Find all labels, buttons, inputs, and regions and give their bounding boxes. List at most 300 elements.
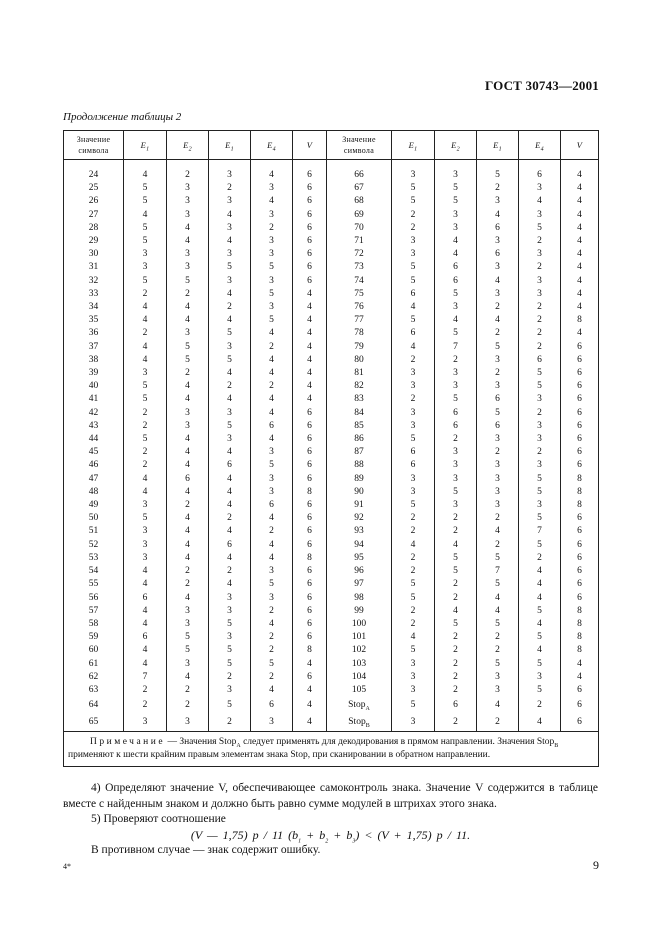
table-cell: 5 — [167, 354, 209, 367]
note-row — [64, 732, 599, 767]
table-cell: 3 — [519, 499, 561, 512]
table-cell: 4 — [124, 565, 167, 578]
table-cell: 6 — [477, 222, 519, 235]
table-cell: 6 — [561, 552, 599, 565]
table-cell: 4 — [561, 235, 599, 248]
table-cell: 4 — [167, 301, 209, 314]
table-cell: 6 — [293, 222, 327, 235]
table-row — [64, 209, 599, 222]
table-cell: 6 — [293, 169, 327, 182]
table-cell: 3 — [392, 367, 435, 380]
table-cell: 3 — [477, 261, 519, 274]
table-cell: 6 — [561, 380, 599, 393]
table-cell: 3 — [392, 380, 435, 393]
symbol-table — [63, 130, 599, 767]
table-row — [64, 525, 599, 538]
table-cell: 49 — [64, 499, 124, 512]
table-cell: 6 — [435, 407, 477, 420]
paragraph-5: 5) Проверяют соотношение — [91, 813, 226, 825]
table-cell: 3 — [209, 195, 251, 208]
table-cell: 5 — [124, 393, 167, 406]
table-cell: 5 — [392, 275, 435, 288]
table-cell: 5 — [124, 235, 167, 248]
table-cell: 3 — [519, 275, 561, 288]
table-cell: 2 — [251, 525, 293, 538]
table-cell: 6 — [293, 182, 327, 195]
table-cell: 3 — [251, 248, 293, 261]
table-row — [64, 578, 599, 591]
table-cell: 4 — [435, 605, 477, 618]
table-cell: 6 — [519, 169, 561, 182]
table-cell: 2 — [519, 261, 561, 274]
table-cell: 6 — [251, 420, 293, 433]
table-row — [64, 393, 599, 406]
table-cell: 5 — [435, 182, 477, 195]
table-cell: 6 — [477, 393, 519, 406]
table-cell: 6 — [293, 539, 327, 552]
table-cell: 30 — [64, 248, 124, 261]
table-cell: 39 — [64, 367, 124, 380]
table-cell: 4 — [251, 195, 293, 208]
table-cell: 3 — [435, 459, 477, 472]
table-cell: 3 — [251, 182, 293, 195]
table-cell: 2 — [251, 671, 293, 684]
table-cell: 8 — [561, 314, 599, 327]
table-cell: 2 — [519, 235, 561, 248]
table-cell: 3 — [209, 407, 251, 420]
table-row — [64, 592, 599, 605]
table-cell: 2 — [519, 552, 561, 565]
table-cell: 3 — [477, 235, 519, 248]
table-cell: 6 — [561, 341, 599, 354]
table-cell: 2 — [435, 578, 477, 591]
table-cell: 2 — [435, 433, 477, 446]
table-cell: 2 — [167, 697, 209, 714]
table-cell: 2 — [209, 380, 251, 393]
table-cell: 2 — [519, 301, 561, 314]
table-row — [64, 512, 599, 525]
table-row — [64, 354, 599, 367]
table-cell: 4 — [167, 235, 209, 248]
table-cell: 5 — [519, 367, 561, 380]
table-cell: 4 — [209, 473, 251, 486]
table-cell: 2 — [167, 684, 209, 697]
table-cell: 85 — [327, 420, 392, 433]
table-cell: 3 — [167, 182, 209, 195]
table-row — [64, 261, 599, 274]
table-row — [64, 539, 599, 552]
table-cell: 3 — [477, 684, 519, 697]
table-cell: 26 — [64, 195, 124, 208]
table-cell: 3 — [251, 714, 293, 732]
table-cell: 2 — [435, 644, 477, 657]
table-cell: 46 — [64, 459, 124, 472]
table-cell: 5 — [124, 222, 167, 235]
table-row — [64, 605, 599, 618]
table-cell: 2 — [167, 578, 209, 591]
table-cell: 3 — [167, 618, 209, 631]
table-cell: 6 — [293, 209, 327, 222]
table-cell: 3 — [519, 209, 561, 222]
table-cell: 3 — [477, 195, 519, 208]
table-cell: 8 — [293, 552, 327, 565]
table-cell: 3 — [392, 658, 435, 671]
table-cell: 5 — [167, 644, 209, 657]
table-cell: 2 — [477, 301, 519, 314]
table-row — [64, 565, 599, 578]
table-cell: 61 — [64, 658, 124, 671]
table-cell: 5 — [124, 275, 167, 288]
table-cell: 68 — [327, 195, 392, 208]
table-cell: 83 — [327, 393, 392, 406]
table-cell: 4 — [477, 697, 519, 714]
table-cell: 58 — [64, 618, 124, 631]
header-e1-left: $E_1$ — [124, 131, 167, 160]
table-cell: 3 — [251, 592, 293, 605]
table-cell: 4 — [392, 301, 435, 314]
table-cell: 6 — [167, 473, 209, 486]
table-cell: 2 — [435, 714, 477, 732]
table-cell: 4 — [167, 525, 209, 538]
table-row — [64, 169, 599, 182]
table-row — [64, 446, 599, 459]
table-cell: 6 — [293, 578, 327, 591]
table-row — [64, 327, 599, 340]
table-cell: 6 — [561, 697, 599, 714]
table-cell: 6 — [561, 433, 599, 446]
table-cell: 34 — [64, 301, 124, 314]
table-cell: 102 — [327, 644, 392, 657]
table-cell: 80 — [327, 354, 392, 367]
table-row — [64, 367, 599, 380]
table-cell: 100 — [327, 618, 392, 631]
table-cell: 36 — [64, 327, 124, 340]
table-cell: 2 — [477, 539, 519, 552]
table-cell: 3 — [167, 407, 209, 420]
table-cell: 3 — [167, 327, 209, 340]
table-row — [64, 301, 599, 314]
table-cell: 4 — [251, 327, 293, 340]
table-cell: 3 — [167, 248, 209, 261]
table-cell: 4 — [435, 314, 477, 327]
table-cell: 4 — [561, 248, 599, 261]
table-cell: 3 — [435, 209, 477, 222]
table-cell: 2 — [209, 671, 251, 684]
table-cell: 8 — [561, 631, 599, 644]
table-cell: 8 — [561, 473, 599, 486]
table-cell: 3 — [519, 248, 561, 261]
table-cell: 51 — [64, 525, 124, 538]
table-cell: 43 — [64, 420, 124, 433]
table-cell: 8 — [561, 618, 599, 631]
table-cell: 6 — [392, 327, 435, 340]
table-cell: 3 — [477, 671, 519, 684]
table-row — [64, 433, 599, 446]
table-cell: 8 — [561, 605, 599, 618]
table-cell: 6 — [519, 354, 561, 367]
table-cell: 3 — [392, 407, 435, 420]
table-cell: 4 — [251, 367, 293, 380]
table-cell: 4 — [293, 658, 327, 671]
stop-symbol-cell: Stop$_A$ — [327, 697, 392, 714]
table-cell: 88 — [327, 459, 392, 472]
table-cell: 8 — [561, 486, 599, 499]
table-row — [64, 288, 599, 301]
table-cell: 6 — [293, 592, 327, 605]
table-cell: 3 — [519, 393, 561, 406]
table-cell: 2 — [251, 605, 293, 618]
table-cell: 3 — [477, 433, 519, 446]
table-cell: 4 — [293, 697, 327, 714]
table-cell: 4 — [392, 631, 435, 644]
table-cell: 2 — [124, 327, 167, 340]
table-cell: 2 — [519, 341, 561, 354]
table-cell: 3 — [251, 209, 293, 222]
table-cell: 3 — [435, 499, 477, 512]
table-cell: 4 — [209, 446, 251, 459]
table-cell: 6 — [561, 459, 599, 472]
table-cell: 6 — [561, 539, 599, 552]
table-cell: 6 — [293, 459, 327, 472]
table-cell: 4 — [209, 367, 251, 380]
table-cell: 5 — [519, 631, 561, 644]
table-cell: 5 — [392, 644, 435, 657]
table-cell: 63 — [64, 684, 124, 697]
table-cell: 4 — [124, 618, 167, 631]
table-cell: 4 — [124, 341, 167, 354]
table-cell: 3 — [167, 605, 209, 618]
table-row — [64, 473, 599, 486]
table-cell: 6 — [124, 592, 167, 605]
table-cell: 6 — [477, 248, 519, 261]
table-cell: 3 — [251, 235, 293, 248]
table-cell: 5 — [392, 578, 435, 591]
table-cell: 98 — [327, 592, 392, 605]
table-cell: 2 — [519, 314, 561, 327]
table-cell: 2 — [435, 592, 477, 605]
table-cell: 2 — [477, 367, 519, 380]
table-cell: 8 — [561, 644, 599, 657]
table-cell: 6 — [293, 407, 327, 420]
paragraph-6: В противном случае — знак содержит ошибку. — [91, 844, 321, 856]
table-cell: 5 — [209, 354, 251, 367]
table-cell: 4 — [251, 393, 293, 406]
table-row — [64, 658, 599, 671]
table-cell: 3 — [435, 367, 477, 380]
table-cell: 2 — [167, 367, 209, 380]
header-e4-left: $E_4$ — [251, 131, 293, 160]
table-cell: 5 — [251, 261, 293, 274]
table-cell: 70 — [327, 222, 392, 235]
table-cell: 3 — [392, 714, 435, 732]
header-e2-right: $E_2$ — [435, 131, 477, 160]
table-cell: 3 — [477, 288, 519, 301]
table-cell: 4 — [167, 314, 209, 327]
table-cell: 5 — [251, 288, 293, 301]
table-cell: 6 — [293, 525, 327, 538]
table-cell: 5 — [435, 393, 477, 406]
table-cell: 2 — [477, 327, 519, 340]
table-cell: 4 — [293, 288, 327, 301]
table-cell: 5 — [477, 169, 519, 182]
table-cell: 2 — [435, 684, 477, 697]
table-cell: 75 — [327, 288, 392, 301]
table-cell: 64 — [64, 697, 124, 714]
table-row — [64, 222, 599, 235]
table-cell: 35 — [64, 314, 124, 327]
table-cell: 2 — [392, 618, 435, 631]
table-cell: 3 — [392, 486, 435, 499]
formula: (V — 1,75) p / 11 $(b_1 + b_2 + b_3) < (V + 1,75)$ p / 11. — [190, 828, 471, 845]
table-cell: 3 — [392, 248, 435, 261]
table-cell: 2 — [167, 288, 209, 301]
table-cell: 74 — [327, 275, 392, 288]
table-cell: 4 — [167, 380, 209, 393]
table-cell: 3 — [477, 473, 519, 486]
table-cell: 3 — [477, 486, 519, 499]
table-cell: 50 — [64, 512, 124, 525]
table-cell: 3 — [251, 275, 293, 288]
table-cell: 4 — [561, 169, 599, 182]
table-cell: 3 — [435, 301, 477, 314]
table-cell: 3 — [209, 684, 251, 697]
table-cell: 5 — [477, 552, 519, 565]
table-row — [64, 182, 599, 195]
table-cell: 2 — [209, 512, 251, 525]
table-cell: 7 — [477, 565, 519, 578]
table-cell: 40 — [64, 380, 124, 393]
table-cell: 2 — [392, 552, 435, 565]
table-cell: 6 — [293, 275, 327, 288]
table-cell: 3 — [477, 459, 519, 472]
table-cell: 3 — [477, 380, 519, 393]
table-cell: 6 — [293, 195, 327, 208]
table-cell: 2 — [435, 631, 477, 644]
table-cell: 5 — [251, 658, 293, 671]
table-cell: 78 — [327, 327, 392, 340]
table-cell: 6 — [124, 631, 167, 644]
table-cell: 6 — [435, 697, 477, 714]
table-cell: 3 — [435, 222, 477, 235]
table-cell: 6 — [293, 671, 327, 684]
table-cell: 3 — [519, 433, 561, 446]
table-row — [64, 552, 599, 565]
table-cell: 3 — [209, 169, 251, 182]
table-cell: 3 — [251, 565, 293, 578]
table-cell: 4 — [124, 209, 167, 222]
table-cell: 5 — [477, 407, 519, 420]
table-cell: 4 — [392, 341, 435, 354]
table-cell: 32 — [64, 275, 124, 288]
table-cell: 3 — [124, 367, 167, 380]
table-cell: 6 — [293, 473, 327, 486]
table-cell: 3 — [167, 195, 209, 208]
table-cell: 2 — [209, 714, 251, 732]
table-cell: 3 — [392, 420, 435, 433]
table-cell: 105 — [327, 684, 392, 697]
table-cell: 28 — [64, 222, 124, 235]
table-cell: 2 — [519, 446, 561, 459]
table-cell: 4 — [293, 393, 327, 406]
table-cell: 8 — [293, 486, 327, 499]
header-e4-right: $E_4$ — [519, 131, 561, 160]
table-cell: 2 — [519, 327, 561, 340]
table-cell: 4 — [167, 433, 209, 446]
table-cell: 90 — [327, 486, 392, 499]
table-cell: 3 — [251, 301, 293, 314]
table-cell: 4 — [167, 552, 209, 565]
table-row — [64, 618, 599, 631]
table-cell: 2 — [392, 209, 435, 222]
table-cell: 47 — [64, 473, 124, 486]
table-cell: 25 — [64, 182, 124, 195]
table-cell: 2 — [519, 407, 561, 420]
table-cell: 6 — [561, 420, 599, 433]
table-cell: 3 — [124, 552, 167, 565]
table-cell: 96 — [327, 565, 392, 578]
table-cell: 4 — [167, 222, 209, 235]
table-row — [64, 341, 599, 354]
table-cell: 2 — [435, 354, 477, 367]
table-cell: 103 — [327, 658, 392, 671]
table-cell: 4 — [251, 354, 293, 367]
table-cell: 73 — [327, 261, 392, 274]
table-cell: 5 — [477, 341, 519, 354]
table-cell: 6 — [435, 275, 477, 288]
table-cell: 4 — [209, 552, 251, 565]
table-cell: 4 — [477, 525, 519, 538]
table-cell: 6 — [561, 684, 599, 697]
header-e3-left: $E_1$ — [209, 131, 251, 160]
table-cell: 5 — [435, 552, 477, 565]
table-cell: 3 — [167, 420, 209, 433]
table-cell: 7 — [435, 341, 477, 354]
table-cell: 4 — [209, 314, 251, 327]
table-cell: 4 — [124, 486, 167, 499]
table-cell: 2 — [435, 525, 477, 538]
table-cell: 6 — [561, 354, 599, 367]
table-cell: 4 — [167, 486, 209, 499]
table-cell: 4 — [124, 301, 167, 314]
header-v-right: V — [561, 131, 599, 160]
table-cell: 4 — [209, 578, 251, 591]
table-row — [64, 499, 599, 512]
table-cell: 6 — [561, 512, 599, 525]
table-cell: 2 — [124, 288, 167, 301]
table-row — [64, 195, 599, 208]
table-cell: 42 — [64, 407, 124, 420]
table-cell: 3 — [209, 275, 251, 288]
table-cell: 82 — [327, 380, 392, 393]
table-cell: 92 — [327, 512, 392, 525]
table-cell: 87 — [327, 446, 392, 459]
table-cell: 2 — [124, 459, 167, 472]
table-cell: 29 — [64, 235, 124, 248]
table-cell: 4 — [209, 486, 251, 499]
table-cell: 4 — [477, 592, 519, 605]
table-cell: 2 — [477, 714, 519, 732]
paragraph-4: 4) Определяют значение V, обеспечивающее самоконтроль знака. Значение V содержится в таблице вместе с найденным знаком и должно быть равно сумме модулей в штрихах этого знака. — [63, 782, 598, 810]
table-cell: 3 — [392, 684, 435, 697]
table-row — [64, 684, 599, 697]
table-cell: 4 — [124, 578, 167, 591]
table-cell: 3 — [167, 658, 209, 671]
table-cell: 6 — [293, 512, 327, 525]
table-cell: 54 — [64, 565, 124, 578]
table-cell: 4 — [124, 658, 167, 671]
table-cell: 6 — [392, 459, 435, 472]
table-cell: 4 — [519, 195, 561, 208]
